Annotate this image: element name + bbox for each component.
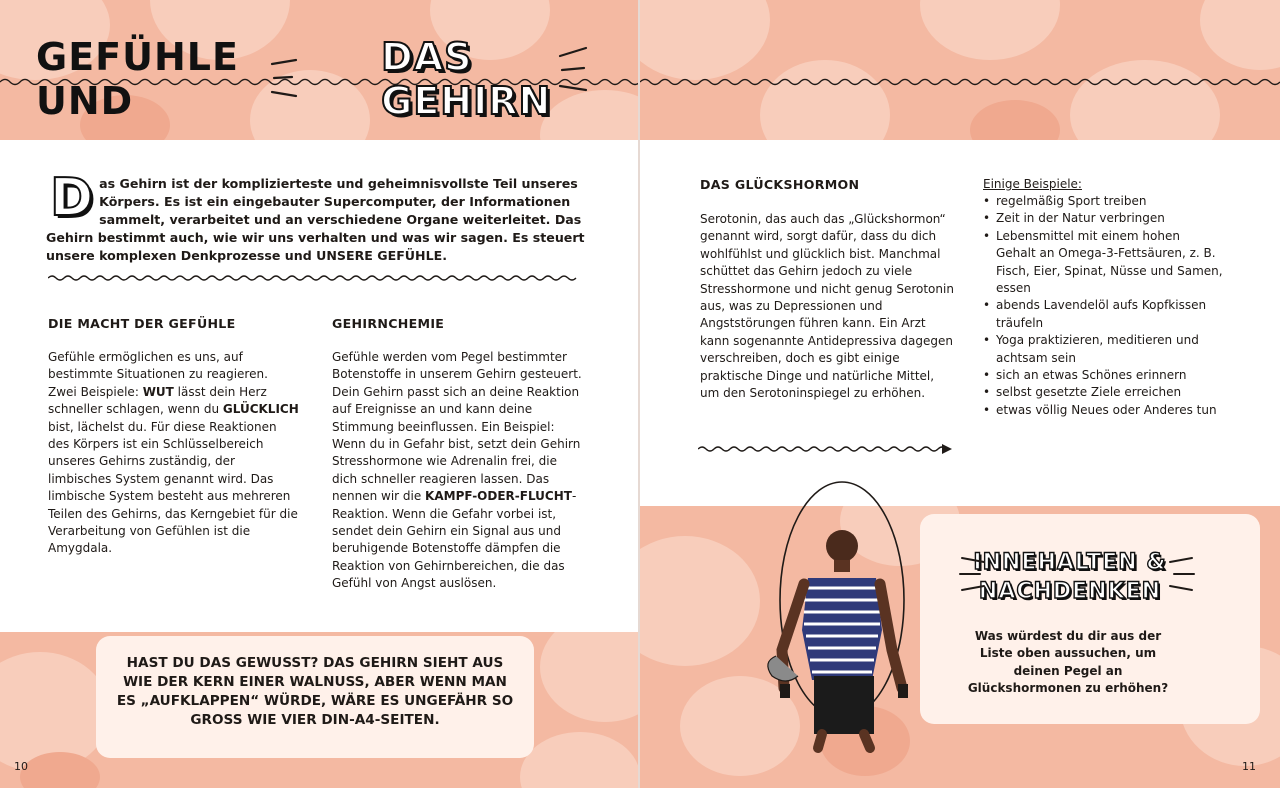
section-text-happiness-hormone: Serotonin, das auch das „Glückshormon“ genannt wird, sorgt dafür, dass du dich wohlfühlst und glücklich bist. Manchmal schüttet das Gehirn jedoch zu viele Stresshormone und nicht genug Serotonin aus, was zu Depressionen und Angststörungen führen kann. Ein Arzt kann sogenannte Antidepressiva dagegen verschreiben, doch es gibt einige praktische Dinge und natürliche Mittel, um den Serotoninspiegel zu erhöhen. xyxy=(700,212,954,401)
list-item: • etwas völlig Neues oder Anderes tun xyxy=(983,402,1223,419)
list-item: • abends Lavendelöl aufs Kopfkissen träufeln xyxy=(983,297,1223,332)
pattern-blob xyxy=(970,100,1060,140)
title-part-1: GEFÜHLE UND xyxy=(36,35,239,123)
pattern-blob xyxy=(760,60,890,140)
text-run: bist, lächelst du. Für diese Reaktionen des Körpers ist ein Schlüsselbereich unseres Gehirns zuständig, der limbisches System genannt wird. Das limbische System besteht aus mehreren Teilen des Gehirns, das Kerngebiet für die Verarbeitung von Gefühlen ist die Amygdala. xyxy=(48,419,298,556)
section-heading-happiness-hormone: DAS GLÜCKSHORMON xyxy=(700,177,860,192)
pattern-blob xyxy=(1200,0,1280,70)
text-run: Gefühle werden vom Pegel bestimmter Botenstoffe in unserem Gehirn gesteuert. Dein Gehirn passt sich an deine Reaktion auf Ereignisse an und kann deine Stimmung beeinflussen. Ein Beispiel: Wenn du in Gefahr bist, setzt dein Gehirn Stresshormone wie Adrenalin frei, die dich schneller reagieren lassen. Das nennen wir die xyxy=(332,350,582,504)
pattern-blob xyxy=(1070,60,1220,140)
reflect-dash-marks-icon xyxy=(958,552,988,596)
reflect-title-line-1: INNEHALTEN & xyxy=(973,550,1167,575)
page-number-left: 10 xyxy=(14,760,28,773)
section-divider-wave xyxy=(48,273,578,283)
reflect-title-line-2: NACHDENKEN xyxy=(978,579,1162,604)
examples-list xyxy=(983,193,1223,419)
list-item: • selbst gesetzte Ziele erreichen xyxy=(983,384,1223,401)
title-part-2: DAS GEHIRN xyxy=(381,35,552,123)
reflect-dash-marks-icon xyxy=(1166,552,1196,596)
jump-rope-person-illustration xyxy=(742,480,942,770)
section-text-brain-chemistry xyxy=(332,349,584,593)
intro-paragraph xyxy=(46,168,586,265)
emphasis-gluecklich: GLÜCKLICH xyxy=(222,402,299,417)
pattern-blob xyxy=(520,732,640,788)
text-run: Gefühle ermöglichen es uns, auf bestimmte Situationen zu reagieren. Zwei Beispiele: xyxy=(48,350,268,399)
arrow-wave-line xyxy=(698,442,958,456)
title-dash-marks-icon xyxy=(270,58,300,98)
text-run: lässt dein Herz schneller schlagen, wenn du xyxy=(48,384,267,417)
title-dash-marks-icon xyxy=(556,44,590,94)
pattern-blob xyxy=(920,0,1060,60)
list-item: • Lebensmittel mit einem hohen Gehalt an Omega-3-Fettsäuren, z. B. Fisch, Eier, Spinat, Nüsse und Samen, essen xyxy=(983,228,1223,298)
page-number-right: 11 xyxy=(1242,760,1256,773)
reflect-title xyxy=(960,548,1180,606)
list-item: • Zeit in der Natur verbringen xyxy=(983,210,1223,227)
text-run: -Reaktion. Wenn die Gefahr vorbei ist, sendet dein Gehirn ein Signal aus und beruhigende Botenstoffe dämpfen die Reaktion von Gehirnbereichen, die das Gefühl von Angst auslösen. xyxy=(332,489,577,591)
emphasis-wut: WUT xyxy=(142,384,174,399)
list-item: • Yoga praktizieren, meditieren und achtsam sein xyxy=(983,332,1223,367)
emphasis-fight-flight: KAMPF-ODER-FLUCHT xyxy=(425,489,572,504)
intro-text: as Gehirn ist der komplizierteste und geheimnisvollste Teil unseres Körpers. Es ist ein eingebauter Supercomputer, der Informationen sammelt, verarbeitet und an verschiedene Organe weiterleitet. Das Gehirn bestimmt auch, wie wir uns verhalten und was wir sagen. Es steuert unsere komplexen Denkprozesse und UNSERE GEFÜHLE. xyxy=(46,176,585,263)
section-heading-emotions: DIE MACHT DER GEFÜHLE xyxy=(48,316,236,331)
examples-title: Einige Beispiele: xyxy=(983,177,1082,191)
reflect-question: Was würdest du dir aus der Liste oben aussuchen, um deinen Pegel an Glückshormonen zu erhöhen? xyxy=(967,629,1169,696)
fact-box-text: HAST DU DAS GEWUSST? DAS GEHIRN SIEHT AUS WIE DER KERN EINER WALNUSS, ABER WENN MAN ES „AUFKLAPPEN“ WÜRDE, WÄRE ES UNGEFÄHR SO GROSS WIE VIER DIN-A4-SEITEN. xyxy=(116,655,514,728)
pattern-blob xyxy=(640,0,770,80)
section-text-emotions xyxy=(48,349,300,558)
top-pattern-band xyxy=(640,0,1280,140)
page-title xyxy=(36,35,640,123)
list-item: • sich an etwas Schönes erinnern xyxy=(983,367,1223,384)
section-heading-brain-chemistry: GEHIRNCHEMIE xyxy=(332,316,445,331)
list-item: • regelmäßig Sport treiben xyxy=(983,193,1223,210)
drop-cap: D xyxy=(50,168,94,228)
header-wavy-line xyxy=(640,76,1280,88)
pattern-blob xyxy=(540,632,640,722)
